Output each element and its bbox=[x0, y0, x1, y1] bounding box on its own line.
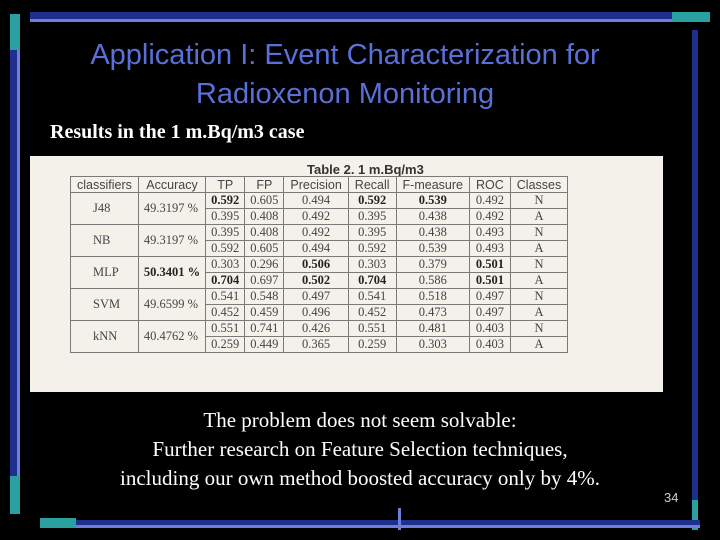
fmeasure-cell: 0.473 bbox=[396, 305, 469, 321]
table-row bbox=[71, 289, 568, 305]
tp-cell: 0.452 bbox=[206, 305, 245, 321]
frame-bottom-tick bbox=[398, 508, 401, 530]
accuracy-cell: 49.3197 % bbox=[138, 225, 205, 257]
fmeasure-cell: 0.586 bbox=[396, 273, 469, 289]
col-header: FP bbox=[245, 177, 284, 193]
tp-cell: 0.592 bbox=[206, 193, 245, 209]
page-number: 34 bbox=[664, 490, 679, 505]
tp-cell: 0.395 bbox=[206, 209, 245, 225]
roc-cell: 0.501 bbox=[469, 257, 510, 273]
fmeasure-cell: 0.438 bbox=[396, 225, 469, 241]
roc-cell: 0.492 bbox=[469, 209, 510, 225]
fmeasure-cell: 0.303 bbox=[396, 337, 469, 353]
fp-cell: 0.741 bbox=[245, 321, 284, 337]
precision-cell: 0.496 bbox=[284, 305, 348, 321]
fmeasure-cell: 0.438 bbox=[396, 209, 469, 225]
frame-top-accent bbox=[30, 19, 710, 22]
classifier-cell: NB bbox=[71, 225, 139, 257]
closing-line1: The problem does not seem solvable: bbox=[203, 408, 517, 432]
roc-cell: 0.497 bbox=[469, 289, 510, 305]
table-caption: Table 2. 1 m.Bq/m3 bbox=[307, 162, 424, 177]
roc-cell: 0.501 bbox=[469, 273, 510, 289]
cls-cell: A bbox=[510, 209, 567, 225]
recall-cell: 0.592 bbox=[348, 241, 396, 257]
table-header-row bbox=[71, 177, 568, 193]
frame-bottom-accent bbox=[40, 525, 700, 528]
closing-line3: including our own method boosted accuracy only by 4%. bbox=[120, 466, 600, 490]
slide-title-line1: Application I: Event Characterization for bbox=[90, 39, 600, 71]
tp-cell: 0.551 bbox=[206, 321, 245, 337]
col-header: Accuracy bbox=[138, 177, 205, 193]
slide-title-line2: Radioxenon Monitoring bbox=[195, 78, 495, 110]
col-header: classifiers bbox=[71, 177, 139, 193]
accuracy-cell: 40.4762 % bbox=[138, 321, 205, 353]
recall-cell: 0.704 bbox=[348, 273, 396, 289]
tp-cell: 0.541 bbox=[206, 289, 245, 305]
recall-cell: 0.551 bbox=[348, 321, 396, 337]
fp-cell: 0.408 bbox=[245, 209, 284, 225]
fmeasure-cell: 0.539 bbox=[396, 193, 469, 209]
fmeasure-cell: 0.539 bbox=[396, 241, 469, 257]
frame-top-bar bbox=[30, 12, 710, 19]
fp-cell: 0.605 bbox=[245, 241, 284, 257]
fp-cell: 0.296 bbox=[245, 257, 284, 273]
recall-cell: 0.259 bbox=[348, 337, 396, 353]
cls-cell: A bbox=[510, 305, 567, 321]
recall-cell: 0.303 bbox=[348, 257, 396, 273]
precision-cell: 0.365 bbox=[284, 337, 348, 353]
roc-cell: 0.403 bbox=[469, 337, 510, 353]
accuracy-cell: 49.3197 % bbox=[138, 193, 205, 225]
closing-line2: Further research on Feature Selection techniques, bbox=[152, 437, 568, 461]
tp-cell: 0.303 bbox=[206, 257, 245, 273]
tp-cell: 0.704 bbox=[206, 273, 245, 289]
cls-cell: N bbox=[510, 257, 567, 273]
col-header: Classes bbox=[510, 177, 567, 193]
table-row bbox=[71, 321, 568, 337]
col-header: Recall bbox=[348, 177, 396, 193]
precision-cell: 0.494 bbox=[284, 241, 348, 257]
fmeasure-cell: 0.379 bbox=[396, 257, 469, 273]
recall-cell: 0.592 bbox=[348, 193, 396, 209]
precision-cell: 0.492 bbox=[284, 209, 348, 225]
recall-cell: 0.395 bbox=[348, 209, 396, 225]
fmeasure-cell: 0.481 bbox=[396, 321, 469, 337]
tp-cell: 0.259 bbox=[206, 337, 245, 353]
precision-cell: 0.502 bbox=[284, 273, 348, 289]
col-header: F-measure bbox=[396, 177, 469, 193]
recall-cell: 0.395 bbox=[348, 225, 396, 241]
frame-left-bar bbox=[10, 14, 17, 514]
precision-cell: 0.494 bbox=[284, 193, 348, 209]
cls-cell: N bbox=[510, 289, 567, 305]
cls-cell: N bbox=[510, 193, 567, 209]
results-table bbox=[70, 176, 568, 353]
fp-cell: 0.697 bbox=[245, 273, 284, 289]
cls-cell: A bbox=[510, 241, 567, 257]
frame-right-bar bbox=[692, 30, 698, 530]
frame-left-accent bbox=[17, 14, 20, 514]
tp-cell: 0.395 bbox=[206, 225, 245, 241]
table-row bbox=[71, 257, 568, 273]
cls-cell: N bbox=[510, 321, 567, 337]
roc-cell: 0.493 bbox=[469, 241, 510, 257]
classifier-cell: SVM bbox=[71, 289, 139, 321]
table-row bbox=[71, 193, 568, 209]
precision-cell: 0.497 bbox=[284, 289, 348, 305]
fp-cell: 0.605 bbox=[245, 193, 284, 209]
slide-subtitle: Results in the 1 m.Bq/m3 case bbox=[50, 121, 305, 143]
accuracy-cell: 49.6599 % bbox=[138, 289, 205, 321]
table-body bbox=[71, 193, 568, 353]
fmeasure-cell: 0.518 bbox=[396, 289, 469, 305]
frame-bottom-corner bbox=[40, 518, 76, 528]
fp-cell: 0.548 bbox=[245, 289, 284, 305]
fp-cell: 0.408 bbox=[245, 225, 284, 241]
fp-cell: 0.459 bbox=[245, 305, 284, 321]
col-header: TP bbox=[206, 177, 245, 193]
recall-cell: 0.541 bbox=[348, 289, 396, 305]
precision-cell: 0.506 bbox=[284, 257, 348, 273]
roc-cell: 0.497 bbox=[469, 305, 510, 321]
recall-cell: 0.452 bbox=[348, 305, 396, 321]
roc-cell: 0.492 bbox=[469, 193, 510, 209]
frame-left-top-corner bbox=[10, 14, 20, 50]
results-table-image bbox=[30, 156, 663, 392]
roc-cell: 0.403 bbox=[469, 321, 510, 337]
closing-text bbox=[60, 406, 660, 493]
cls-cell: A bbox=[510, 337, 567, 353]
frame-left-bottom-corner bbox=[10, 476, 20, 514]
col-header: Precision bbox=[284, 177, 348, 193]
precision-cell: 0.492 bbox=[284, 225, 348, 241]
fp-cell: 0.449 bbox=[245, 337, 284, 353]
roc-cell: 0.493 bbox=[469, 225, 510, 241]
cls-cell: A bbox=[510, 273, 567, 289]
tp-cell: 0.592 bbox=[206, 241, 245, 257]
classifier-cell: kNN bbox=[71, 321, 139, 353]
frame-top-corner bbox=[672, 12, 710, 22]
classifier-cell: MLP bbox=[71, 257, 139, 289]
precision-cell: 0.426 bbox=[284, 321, 348, 337]
cls-cell: N bbox=[510, 225, 567, 241]
classifier-cell: J48 bbox=[71, 193, 139, 225]
table-row bbox=[71, 225, 568, 241]
slide-title bbox=[40, 36, 650, 114]
accuracy-cell: 50.3401 % bbox=[138, 257, 205, 289]
col-header: ROC bbox=[469, 177, 510, 193]
